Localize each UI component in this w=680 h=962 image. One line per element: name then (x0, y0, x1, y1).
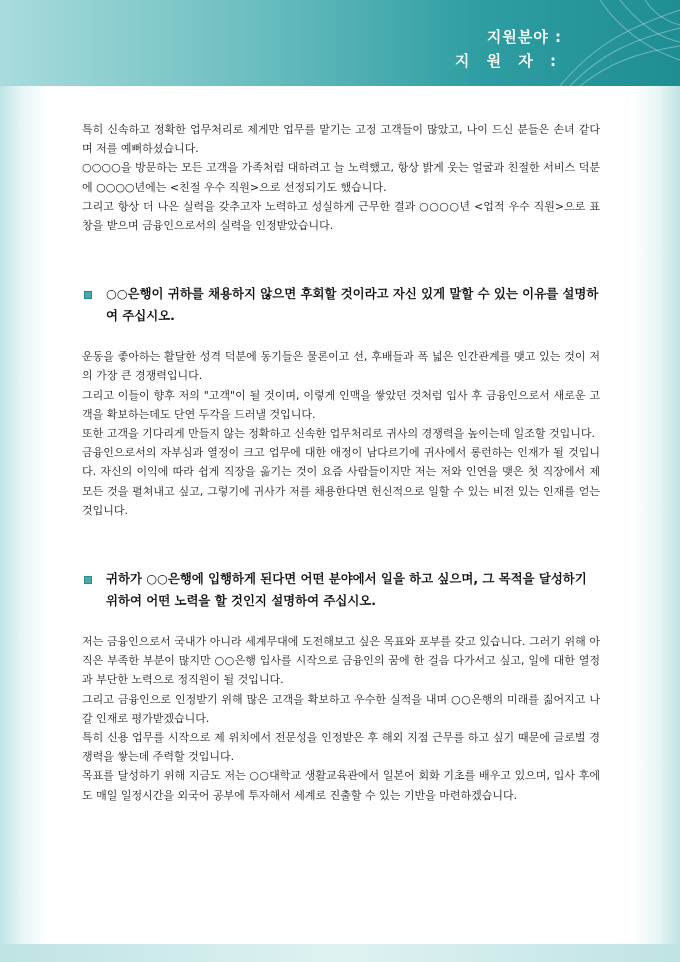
paragraph: 그리고 금융인으로 인정받기 위해 많은 고객을 확보하고 우수한 실적을 내며 ○○은행의 미래를 짊어지고 나갈 인재로 평가받겠습니다. (82, 692, 600, 725)
question-heading (82, 283, 600, 327)
paragraph: 또한 고객을 기다리게 만들지 않는 정확하고 신속한 업무처리로 귀사의 경쟁력을 높이는데 일조할 것입니다. (82, 427, 595, 441)
paragraph: 저는 금융인으로서 국내가 아니라 세계무대에 도전해보고 싶은 목표와 포부를 갖고 있습니다. 그러기 위해 아직은 부족한 부분이 많지만 ○○은행 입사를 시작으로 금융인의 꿈에 한 걸음 다가서고 싶고, 일에 대한 열정과 부단한 노력으로 정직원이 될 것입니다. (82, 635, 600, 687)
square-bullet-icon (84, 576, 92, 584)
paragraph: ○○○○을 방문하는 모든 고객을 가족처럼 대하려고 늘 노력했고, 항상 밝게 웃는 얼굴과 친절한 서비스 덕분에 ○○○○년에는 <친절 우수 직원>으로 선정되기도 했습니다. (82, 161, 600, 194)
applicant-label: 지 원 자 : (454, 52, 562, 70)
paragraph: 그리고 이들이 향후 저의 "고객"이 될 것이며, 이렇게 인맥을 쌓았던 것처럼 입사 후 금융인으로서 새로운 고객을 확보하는데도 단연 두각을 드러낼 것입니다. (82, 388, 600, 421)
page-header (0, 0, 680, 86)
question-text: ○○은행이 귀하를 채용하지 않으면 후회할 것이라고 자신 있게 말할 수 있는 이유를 설명하여 주십시오. (106, 286, 599, 324)
paragraph: 목표를 달성하기 위해 지금도 저는 ○○대학교 생활교육관에서 일본어 회화 기초를 배우고 있으며, 입사 후에도 매일 일정시간을 외국어 공부에 투자해서 세계로 진출할 수 있는 기반을 마련하겠습니다. (82, 769, 600, 802)
essay-body (82, 120, 600, 805)
page-footer-bar (0, 944, 680, 962)
field-label: 지원분야 : (486, 28, 562, 46)
question-text: 귀하가 ○○은행에 입행하게 된다면 어떤 분야에서 일을 하고 싶으며, 그 목적을 달성하기 위하여 어떤 노력을 할 것인지 설명하여 주십시오. (106, 571, 587, 609)
square-bullet-icon (84, 291, 92, 299)
paragraph: 금융인으로서의 자부심과 열정이 크고 업무에 대한 애정이 남다르기에 귀사에서 롱런하는 인재가 될 것입니다. 자신의 이익에 따라 쉽게 직장을 옮기는 것이 요즘 사람들이지만 저는 저와 인연을 맺은 첫 직장에서 제 모든 것을 펼쳐내고 싶고, 그렇기에 귀사가 저를 채용한다면 헌신적으로 일할 수 있는 비전 있는 인재를 얻는 것입니다. (82, 446, 600, 517)
paragraph: 운동을 좋아하는 활달한 성격 덕분에 동기들은 물론이고 선, 후배들과 폭 넓은 인간관계를 맺고 있는 것이 저의 가장 큰 경쟁력입니다. (82, 350, 600, 383)
paragraph: 그리고 항상 더 나은 실력을 갖추고자 노력하고 성실하게 근무한 결과 ○○○○년 <업적 우수 직원>으로 표창을 받으며 금융인으로서의 실력을 인정받았습니다. (82, 199, 600, 233)
paragraph: 특히 신속하고 정확한 업무처리로 제게만 업무를 맡기는 고정 고객들이 많았고, 나이 드신 분들은 손녀 같다며 저를 예뻐하셨습니다. (82, 123, 600, 156)
header-decoration (0, 0, 680, 86)
paragraph: 특히 신용 업무를 시작으로 제 위치에서 전문성을 인정받은 후 해외 지점 근무를 하고 싶기 때문에 글로벌 경쟁력을 쌓는데 주력할 것입니다. (82, 731, 600, 764)
question-heading (82, 568, 600, 612)
